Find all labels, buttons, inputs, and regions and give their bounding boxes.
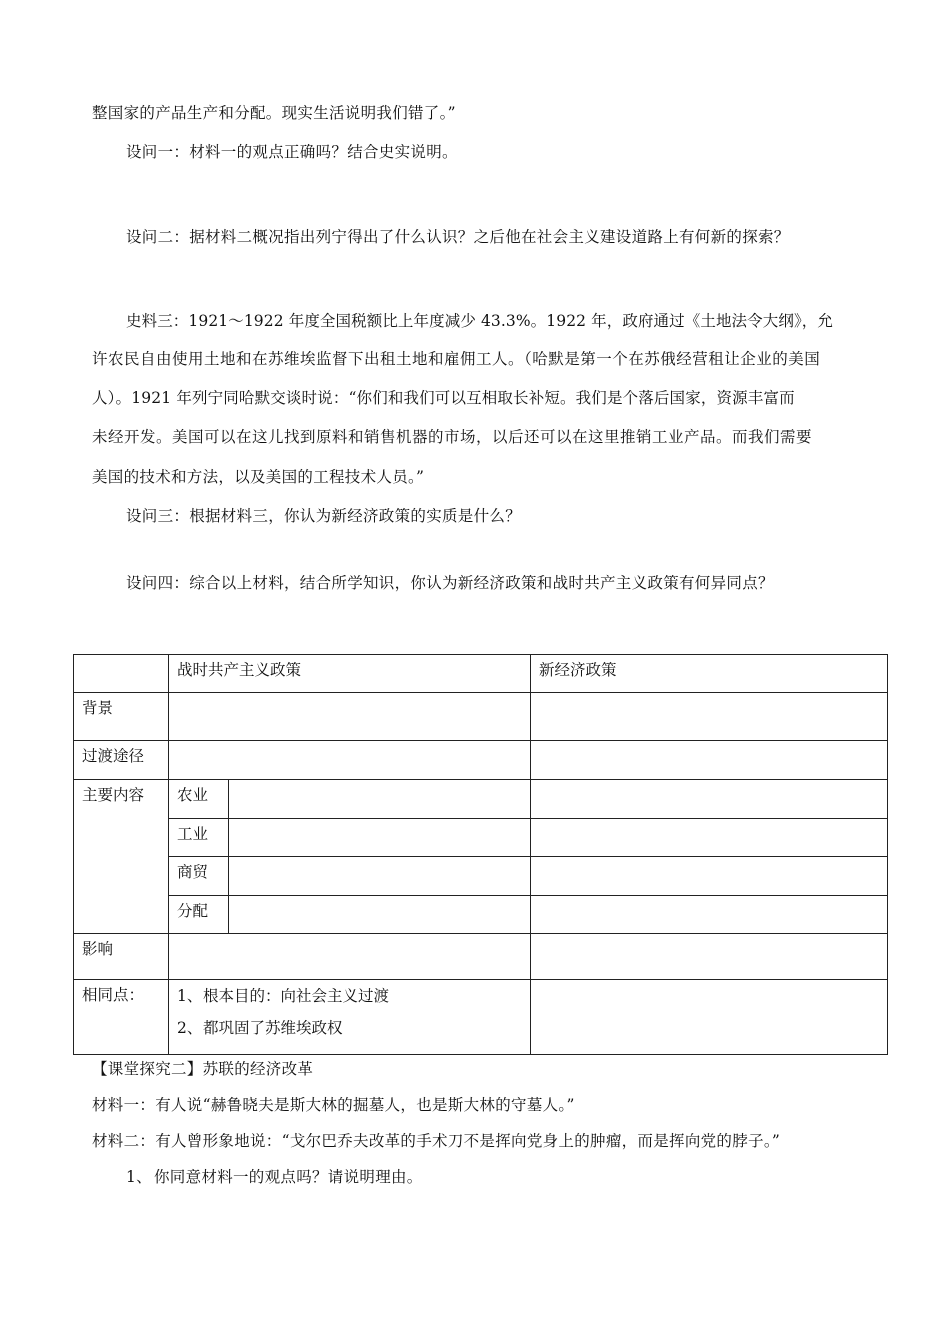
cell-trade-war: [229, 857, 531, 896]
cell-agriculture-nep: [531, 780, 888, 819]
section-heading-title: 苏联的经济改革: [202, 1060, 314, 1078]
cell-impact-nep: [531, 934, 888, 980]
table-row: [74, 693, 888, 741]
cell-impact-war: [169, 934, 531, 980]
header-new-economic-policy: 新经济政策: [531, 655, 888, 693]
material-3-line-4: 未经开发。美国可以在这儿找到原料和销售机器的市场，以后还可以在这里推销工业产品。而我们需要: [92, 428, 813, 446]
sub-label-industry: 工业: [169, 819, 229, 857]
section-heading-bracket: 【课堂探究二】: [92, 1060, 203, 1078]
header-war-communism: 战时共产主义政策: [169, 655, 531, 693]
cell-agriculture-war: [229, 780, 531, 819]
similarity-number: 1、: [177, 987, 203, 1005]
material-3-line-5: 美国的技术和方法，以及美国的工程技术人员。”: [92, 468, 425, 486]
similarity-item: [177, 1017, 522, 1039]
table-row: [74, 780, 888, 819]
comparison-table: [73, 654, 888, 1055]
section-2-question-1: [126, 1165, 423, 1187]
similarity-number: 2、: [177, 1019, 203, 1037]
question-number: 1、: [126, 1168, 152, 1186]
cell-transition-war: [169, 741, 531, 780]
question-2: 设问二：据材料二概况指出列宁得出了什么认识？之后他在社会主义建设道路上有何新的探索？: [126, 228, 790, 246]
table-row: [74, 896, 888, 934]
question-3: 设问三：根据材料三，你认为新经济政策的实质是什么？: [126, 507, 522, 525]
sub-label-trade: 商贸: [169, 857, 229, 896]
cell-distribution-nep: [531, 896, 888, 934]
material-3-line-3: 人）。1921 年列宁同哈默交谈时说：“你们和我们可以互相取长补短。我们是个落后国家，资源丰富而: [92, 389, 795, 407]
table-corner-cell: [74, 655, 169, 693]
table-row: [74, 857, 888, 896]
table-row: [74, 819, 888, 857]
paragraph-material-2-tail: 整国家的产品生产和分配。现实生活说明我们错了。”: [92, 104, 456, 122]
similarity-item: [177, 985, 522, 1007]
similarity-text: 都巩固了苏维埃政权: [203, 1019, 343, 1037]
cell-distribution-war: [229, 896, 531, 934]
table-row: [74, 741, 888, 780]
question-1: 设问一：材料一的观点正确吗？结合史实说明。: [126, 143, 458, 161]
cell-transition-nep: [531, 741, 888, 780]
material-2-gorbachev: 材料二：有人曾形象地说：“戈尔巴乔夫改革的手术刀不是挥向党身上的肿瘤，而是挥向党的脖子。”: [92, 1132, 781, 1150]
question-text: 你同意材料一的观点吗？请说明理由。: [154, 1168, 423, 1186]
table-row: [74, 934, 888, 980]
material-3-line-2: 许农民自由使用土地和在苏维埃监督下出租土地和雇佣工人。（哈默是第一个在苏俄经营租让企业的美国: [92, 350, 821, 368]
cell-background-war: [169, 693, 531, 741]
sub-label-agriculture: 农业: [169, 780, 229, 819]
similarity-text: 根本目的：向社会主义过渡: [203, 987, 390, 1005]
cell-background-nep: [531, 693, 888, 741]
material-3-line-1: 史料三：1921～1922 年度全国税额比上年度减少 43.3%。1922 年，政府通过《土地法令大纲》，允: [126, 312, 834, 330]
row-label-impact: 影响: [74, 934, 169, 980]
material-1-khrushchev: 材料一：有人说“赫鲁晓夫是斯大林的掘墓人，也是斯大林的守墓人。”: [92, 1096, 575, 1114]
row-label-similarities: 相同点：: [74, 980, 169, 1055]
row-label-main-content: 主要内容: [74, 780, 169, 934]
sub-label-distribution: 分配: [169, 896, 229, 934]
cell-similarities-blank: [531, 980, 888, 1055]
cell-similarities: [169, 980, 531, 1055]
cell-industry-nep: [531, 819, 888, 857]
question-4: 设问四：综合以上材料，结合所学知识，你认为新经济政策和战时共产主义政策有何异同点？: [126, 574, 774, 592]
table-header-row: [74, 655, 888, 693]
cell-trade-nep: [531, 857, 888, 896]
section-heading: [92, 1057, 313, 1079]
table-row: [74, 980, 888, 1055]
row-label-transition: 过渡途径: [74, 741, 169, 780]
cell-industry-war: [229, 819, 531, 857]
row-label-background: 背景: [74, 693, 169, 741]
